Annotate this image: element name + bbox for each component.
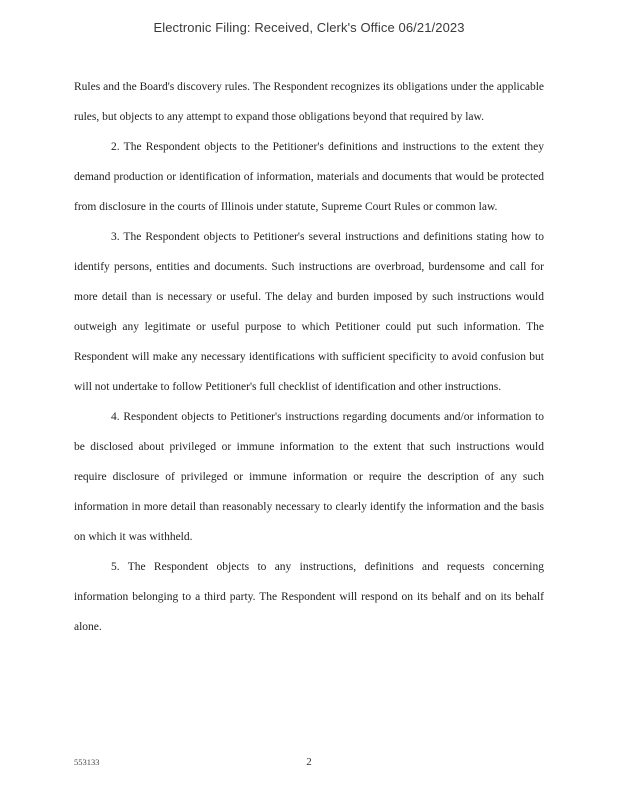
paragraph-objection-2: 2. The Respondent objects to the Petitioner's definitions and instructions to the extent they demand production or identification of information, materials and documents that would be protected from disclosure in the courts of Illinois under statute, Supreme Court Rules or common law. [74, 141, 544, 213]
paragraph-continuation: Rules and the Board's discovery rules. The Respondent recognizes its obligations under the applicable rules, but objects to any attempt to expand those obligations beyond that required by law. [74, 81, 544, 123]
filing-stamp-header: Electronic Filing: Received, Clerk's Office 06/21/2023 [153, 20, 465, 35]
paragraph-objection-3: 3. The Respondent objects to Petitioner's several instructions and definitions stating how to identify persons, entities and documents. Such instructions are overbroad, burdensome and call for more detail than is necessary or useful. The delay and burden imposed by such instructions would outweigh any legitimate or useful purpose to which Petitioner could put such information. The Respondent will make any necessary identifications with sufficient specificity to avoid confusion but will not undertake to follow Petitioner's full checklist of identification and other instructions. [74, 231, 544, 393]
document-body [74, 72, 544, 642]
paragraph-objection-5: 5. The Respondent objects to any instructions, definitions and requests concerning information belonging to a third party. The Respondent will respond on its behalf and on its behalf alone. [74, 561, 544, 633]
footer-document-id: 553133 [74, 757, 100, 767]
paragraph-objection-4: 4. Respondent objects to Petitioner's instructions regarding documents and/or information to be disclosed about privileged or immune information to the extent that such instructions would require disclosure of privileged or immune information or require the description of any such information in more detail than reasonably necessary to clearly identify the information and the basis on which it was withheld. [74, 411, 544, 543]
page-number: 2 [306, 756, 312, 768]
